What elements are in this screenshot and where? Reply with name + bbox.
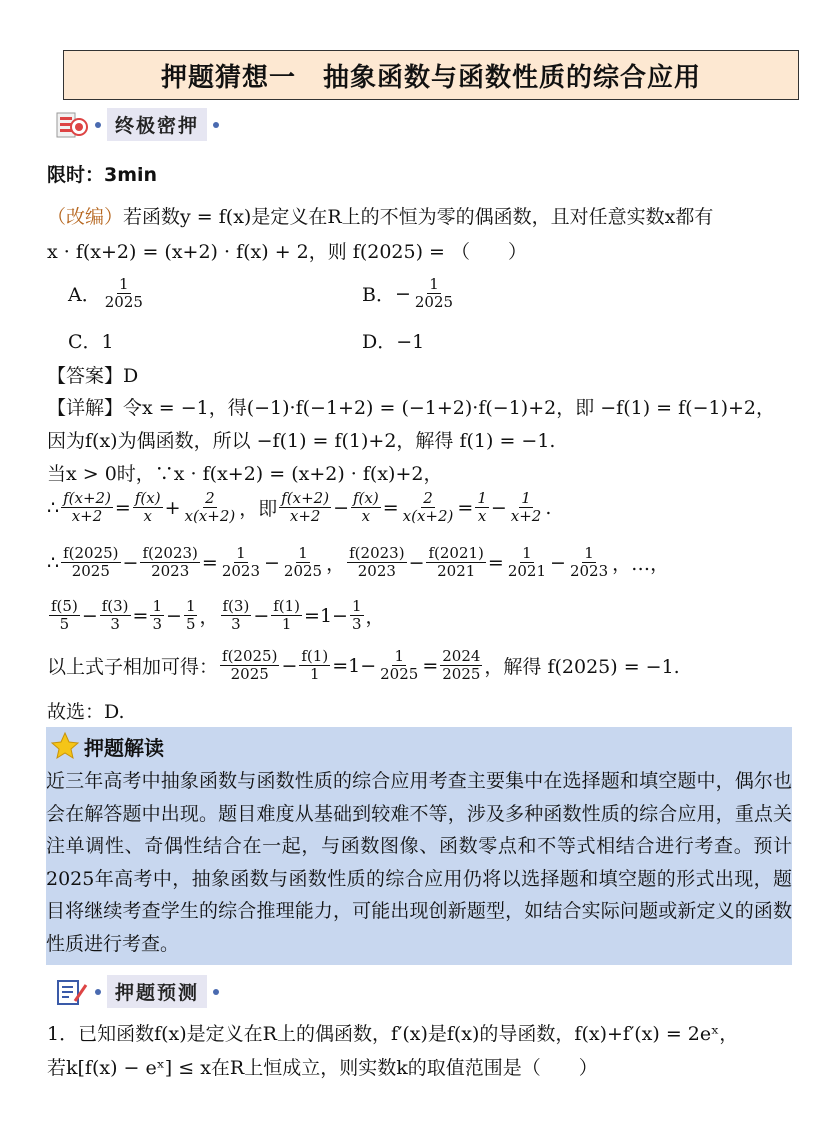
minus-sign: − (394, 282, 411, 305)
option-a[interactable] (68, 276, 147, 312)
option-d[interactable]: D．−1 (362, 331, 425, 353)
section-banner-predict (55, 975, 219, 1008)
question-tag: （改编） (47, 206, 124, 228)
next-question-line2: 若k[f(x) − eˣ] ≤ x在R上恒成立，则实数k的取值范围是（ ） (47, 1057, 598, 1079)
banner-label: 押题预测 (107, 975, 207, 1008)
option-c[interactable]: C．1 (68, 331, 114, 353)
solution-conclusion: 故选：D. (47, 701, 125, 723)
interpretation-body: 近三年高考中抽象函数与函数性质的综合应用考查主要集中在选择题和填空题中，偶尔也会在解答题中出现。题目难度从基础到较难不等，涉及多种函数性质的综合应用，重点关注单调性、奇偶性结合在一起，与函数图像、函数零点和不等式相结合进行考查。预计2025年高考中，抽象函数与函数性质的综合应用仍将以选择题和填空题的形式出现，题目将继续考查学生的综合推理能力，可能出现创新题型，如结合实际问题或新定义的函数性质进行考查。 (46, 770, 792, 955)
question-stem-line2: x · f(x+2) = (x+2) · f(x) + 2，则 f(2025) = （ ） (47, 241, 527, 263)
option-label: A． (68, 284, 101, 307)
interpretation-box (46, 727, 792, 965)
banner-dot (95, 122, 101, 128)
star-icon (50, 731, 80, 761)
solution-line6: $\frac{f(5)}{5}$ − $\frac{f(3)}{3}$ = $\frac{1}{3}$ − $\frac{1}{5}$ ， $\frac{f(3)}{3}$ − $\frac{f(1)}{1}$ =1− $\frac{1}{3}$ ， (51, 597, 385, 634)
solution-line5: ∴ $\frac{f(2025)}{2025}$ − $\frac{f(2023)}{2023}$ = $\frac{1}{2023}$ − $\frac{1}{2025}$ ， $\frac{f(2023)}{2023}$ − $\frac{f(2021)}{2021}$ = $\frac{1}{2021}$ − $\frac{1}{2023}$ ，…， (47, 544, 670, 581)
banner-label: 终极密押 (107, 108, 207, 141)
banner-dot (213, 989, 219, 995)
page-title: 押题猜想一 抽象函数与函数性质的综合应用 (63, 50, 799, 100)
solution-line3: 当x > 0时，∵x · f(x+2) = (x+2) · f(x)+2， (47, 463, 443, 485)
notepad-pencil-icon (55, 977, 89, 1007)
solution-line2: 因为f(x)为偶函数，所以 −f(1) = f(1)+2，解得 f(1) = −1. (47, 430, 556, 452)
banner-dot (95, 989, 101, 995)
solution-line7: 以上式子相加可得： $\frac{f(2025)}{2025}$ − $\frac{f(1)}{1}$ =1− $\frac{1}{2025}$ = $\frac{2024}{2025}$ ，解得 f(2025) = −1. (47, 647, 680, 684)
fraction: $\frac{1}{2025}$ (414, 275, 454, 312)
question-stem-line1 (47, 202, 713, 229)
banner-dot (213, 122, 219, 128)
stem-text: 若函数y = f(x)是定义在R上的不恒为零的偶函数，且对任意实数x都有 (123, 206, 714, 228)
solution-line4: ∴ $\frac{f(x+2)}{x+2}$ = $\frac{f(x)}{x}$ + $\frac{2}{x(x+2)}$ ，即 $\frac{f(x+2)}{x+2}$ − $\frac{f(x)}{x}$ = $\frac{2}{x(x+2)}$ = $\frac{1}{x}$ − $\frac{1}{x+2}$ . (47, 489, 552, 526)
answer: 【答案】D (47, 365, 139, 387)
section-banner-final (55, 108, 219, 141)
option-b[interactable] (362, 276, 457, 312)
time-limit: 限时：3min (47, 164, 158, 186)
fraction: $\frac{1}{2025}$ (104, 275, 143, 312)
interpretation-heading: 押题解读 (50, 731, 164, 761)
target-icon (55, 110, 89, 140)
solution-line1: 【详解】令x = −1，得(−1)·f(−1+2) = (−1+2)·f(−1)+2，即 −f(1) = f(−1)+2， (47, 397, 776, 419)
option-label: B． (362, 284, 395, 307)
next-question-line1: 1．已知函数f(x)是定义在R上的偶函数，f′(x)是f(x)的导函数，f(x)+f′(x) = 2eˣ， (47, 1023, 739, 1045)
